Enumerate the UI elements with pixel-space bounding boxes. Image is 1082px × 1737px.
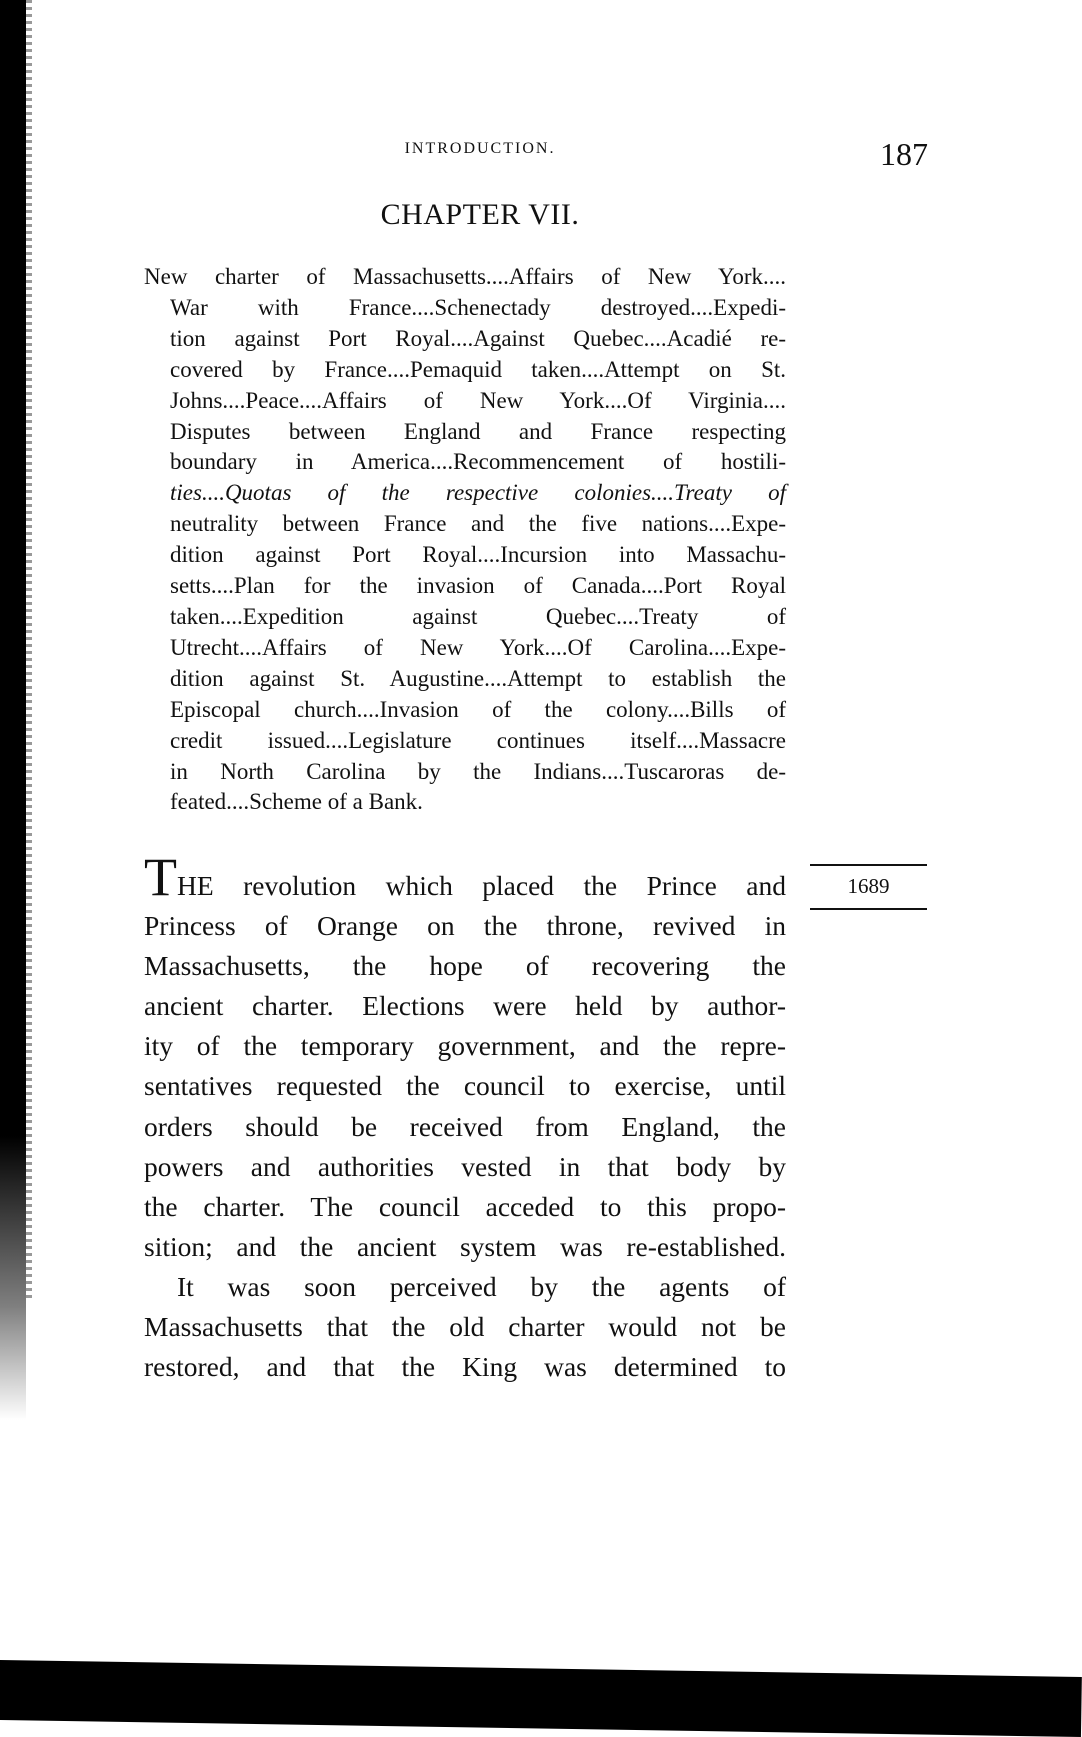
synopsis-line: tion against Port Royal....Against Quebec....Acadié re- <box>170 325 786 351</box>
body-line: It was soon perceived by the agents of <box>177 1270 786 1302</box>
synopsis-line: Episcopal church....Invasion of the colony....Bills of <box>170 696 786 722</box>
synopsis-line: credit issued....Legislature continues itself....Massacre <box>170 727 786 753</box>
body-line: Massachusetts, the hope of recovering the <box>144 950 786 982</box>
margin-note-year: 1689 <box>847 874 890 898</box>
synopsis-line: New charter of Massachusetts....Affairs of New York.... <box>144 264 786 289</box>
drop-cap: T <box>144 847 177 907</box>
page-number: 187 <box>880 136 928 172</box>
body-line-text: HE revolution which placed the Prince and <box>177 870 786 901</box>
body-text <box>144 847 786 1387</box>
running-head: INTRODUCTION. <box>404 140 556 157</box>
synopsis-line: in North Carolina by the Indians....Tuscaroras de- <box>170 758 786 784</box>
body-line: sentatives requested the council to exercise, until <box>144 1070 786 1102</box>
synopsis-line: boundary in America....Recommencement of hostili- <box>170 449 786 475</box>
synopsis-line: dition against Port Royal....Incursion into Massachu- <box>170 542 786 568</box>
synopsis-line: feated....Scheme of a Bank. <box>170 789 423 815</box>
synopsis-line: covered by France....Pemaquid taken....Attempt on St. <box>170 356 786 382</box>
synopsis-line: dition against St. Augustine....Attempt to establish the <box>170 665 786 691</box>
body-line: restored, and that the King was determined to <box>144 1351 786 1383</box>
body-line: orders should be received from England, the <box>144 1110 786 1142</box>
synopsis-line: Utrecht....Affairs of New York....Of Carolina....Expe- <box>170 634 786 660</box>
body-line: ity of the temporary government, and the repre- <box>144 1030 786 1062</box>
synopsis-line: War with France....Schenectady destroyed....Expedi- <box>170 294 786 320</box>
body-line: powers and authorities vested in that body by <box>144 1150 786 1182</box>
scan-bottom-edge <box>0 1660 1082 1737</box>
body-line: sition; and the ancient system was re-established. <box>144 1230 786 1262</box>
margin-note-rule-top <box>810 864 927 866</box>
synopsis-line: Johns....Peace....Affairs of New York....Of Virginia.... <box>170 387 786 413</box>
synopsis-line: Disputes between England and France respecting <box>170 418 786 444</box>
scan-spine-shadow <box>0 0 26 1420</box>
body-line: Princess of Orange on the throne, revived in <box>144 910 786 942</box>
body-line: ancient charter. Elections were held by author- <box>144 990 786 1022</box>
synopsis-line: ties....Quotas of the respective colonies....Treaty of <box>170 480 786 506</box>
body-line: the charter. The council acceded to this propo- <box>144 1190 786 1222</box>
body-line: Massachusetts that the old charter would not be <box>144 1311 786 1343</box>
scan-spine-edge <box>26 0 32 1300</box>
synopsis-line: setts....Plan for the invasion of Canada....Port Royal <box>170 573 786 599</box>
margin-note-rule-bottom <box>810 908 927 910</box>
synopsis-line: neutrality between France and the five nations....Expe- <box>170 511 786 537</box>
chapter-title: CHAPTER VII. <box>380 198 580 231</box>
body-line <box>144 847 786 907</box>
synopsis-line: taken....Expedition against Quebec....Treaty of <box>170 603 786 629</box>
chapter-synopsis <box>144 262 786 818</box>
